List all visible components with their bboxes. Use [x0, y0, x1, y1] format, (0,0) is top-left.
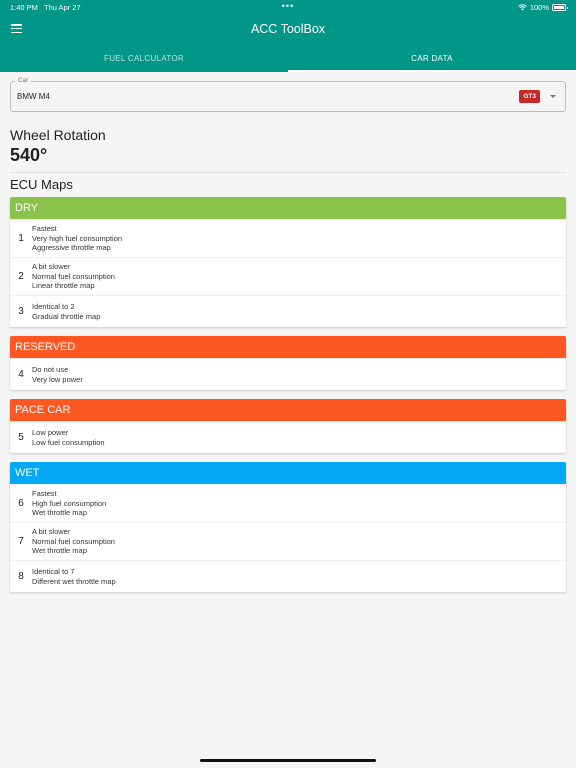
- ecu-map-description-line: A bit slower: [32, 527, 71, 537]
- ecu-map-description: [32, 224, 122, 253]
- ecu-group-header: WET: [10, 462, 566, 484]
- ecu-map-description-line: Low fuel consumption: [32, 437, 105, 447]
- ecu-map-description-line: High fuel consumption: [32, 498, 107, 508]
- car-select[interactable]: [10, 77, 566, 112]
- ecu-map-row: [10, 257, 566, 295]
- ecu-map-number: 3: [18, 306, 24, 317]
- car-select-label: Car: [15, 77, 31, 84]
- ecu-map-number: 1: [18, 233, 24, 244]
- ecu-map-description-line: Normal fuel consumption: [32, 271, 115, 281]
- ecu-map-description-line: Aggressive throttle map: [32, 243, 111, 253]
- ecu-group-header: PACE CAR: [10, 399, 566, 421]
- ecu-group-dry: [10, 197, 566, 327]
- ecu-map-number: 7: [18, 536, 24, 547]
- ecu-map-description-line: Fastest: [32, 489, 57, 499]
- battery-percent: 100%: [529, 2, 549, 12]
- wifi-icon: [518, 4, 527, 11]
- ecu-map-description-line: Normal fuel consumption: [32, 536, 115, 546]
- ecu-map-description: [32, 365, 83, 384]
- ecu-group-header: RESERVED: [10, 336, 566, 358]
- ecu-map-description-line: Do not use: [32, 365, 69, 374]
- ecu-map-number: 4: [18, 369, 24, 380]
- toolbar: [0, 14, 576, 44]
- ecu-map-row: [10, 358, 566, 390]
- status-bar: [0, 0, 576, 14]
- ecu-map-row: [10, 484, 566, 522]
- ecu-map-description-line: Very high fuel consumption: [32, 233, 123, 243]
- ecu-map-description: [32, 428, 105, 447]
- ecu-map-description-line: Wet throttle map: [32, 546, 87, 556]
- car-data-content: [0, 77, 576, 592]
- ecu-map-description-line: Identical to 7: [32, 567, 75, 576]
- ecu-map-description-line: Gradual throttle map: [32, 311, 101, 321]
- menu-icon[interactable]: [11, 24, 22, 33]
- ecu-map-description-line: Wet throttle map: [32, 508, 87, 518]
- tab-fuel-calculator[interactable]: FUEL CALCULATOR: [104, 53, 184, 63]
- ecu-map-description: [32, 527, 115, 556]
- ecu-map-description-line: Low power: [32, 428, 69, 437]
- ecu-map-description-line: Identical to 2: [32, 302, 75, 311]
- tab-bar: [0, 44, 576, 72]
- divider: [10, 172, 566, 173]
- status-date: Thu Apr 27: [43, 2, 81, 12]
- tab-car-data[interactable]: CAR DATA: [411, 53, 453, 63]
- car-class-badge: GT3: [519, 90, 540, 103]
- ecu-group-header: DRY: [10, 197, 566, 219]
- status-time: 1:40 PM: [10, 2, 38, 12]
- ecu-map-row: [10, 295, 566, 327]
- car-select-value: BMW M4: [17, 92, 50, 101]
- ecu-map-row: [10, 421, 566, 453]
- app-bar: [0, 0, 576, 72]
- ecu-group-pace-car: [10, 399, 566, 453]
- ecu-map-description-line: Very low power: [32, 374, 83, 384]
- ecu-map-description: [32, 489, 106, 518]
- ecu-map-description: [32, 302, 100, 321]
- ecu-map-description-line: Linear throttle map: [32, 281, 95, 291]
- tab-indicator: [288, 70, 576, 72]
- ecu-map-groups: [10, 197, 566, 592]
- ecu-group-reserved: [10, 336, 566, 390]
- ecu-map-description-line: A bit slower: [32, 262, 71, 272]
- wheel-rotation-value: 540°: [10, 145, 48, 165]
- ecu-map-row: [10, 219, 566, 257]
- ecu-map-number: 6: [18, 498, 24, 509]
- ecu-group-wet: [10, 462, 566, 592]
- ecu-map-number: 2: [18, 271, 24, 282]
- battery-icon: [552, 4, 566, 11]
- ecu-map-number: 8: [18, 571, 24, 582]
- ecu-map-row: [10, 560, 566, 592]
- home-indicator[interactable]: [200, 759, 376, 762]
- ecu-maps-title: ECU Maps: [10, 177, 73, 192]
- ecu-map-row: [10, 522, 566, 560]
- ecu-map-description: [32, 262, 115, 291]
- multitasking-dots-icon[interactable]: •••: [281, 1, 295, 11]
- ecu-map-description-line: Different wet throttle map: [32, 576, 116, 586]
- ecu-map-description: [32, 567, 116, 586]
- dropdown-arrow-icon[interactable]: [550, 95, 556, 98]
- ecu-map-description-line: Fastest: [32, 224, 57, 234]
- app-title: ACC ToolBox: [250, 22, 326, 36]
- wheel-rotation-label: Wheel Rotation: [10, 127, 106, 143]
- ecu-map-number: 5: [18, 432, 24, 443]
